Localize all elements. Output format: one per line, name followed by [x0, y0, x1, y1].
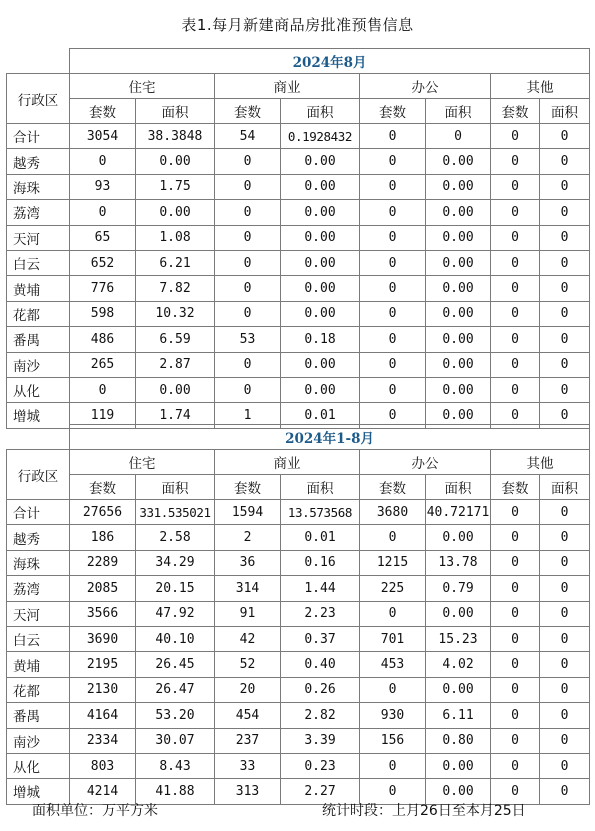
area-cell: 0.00 [426, 352, 491, 377]
area-cell: 0.1928432 [281, 124, 360, 149]
area-cell: 30.07 [136, 728, 215, 753]
area-cell: 0 [540, 174, 590, 199]
area-cell: 0 [540, 601, 590, 626]
count-cell: 0 [491, 576, 540, 601]
count-cell: 453 [360, 652, 426, 677]
count-cell: 0 [360, 753, 426, 778]
count-cell: 0 [491, 174, 540, 199]
table-row [7, 200, 590, 225]
district-name: 白云 [7, 626, 70, 651]
area-cell: 2.87 [136, 352, 215, 377]
table-row [7, 753, 590, 778]
count-cell: 0 [215, 174, 281, 199]
count-header: 套数 [215, 99, 281, 124]
area-cell: 0.00 [281, 276, 360, 301]
area-cell: 0.00 [281, 174, 360, 199]
district-name: 黄埔 [7, 276, 70, 301]
count-cell: 186 [70, 525, 136, 550]
count-cell: 0 [491, 301, 540, 326]
area-cell: 6.21 [136, 250, 215, 275]
count-cell: 65 [70, 225, 136, 250]
area-cell: 0.00 [136, 377, 215, 402]
count-cell: 0 [360, 276, 426, 301]
count-cell: 1215 [360, 550, 426, 575]
area-cell: 0 [540, 500, 590, 525]
area-cell: 0.00 [426, 525, 491, 550]
group-header: 商业 [215, 450, 360, 475]
area-cell: 0.00 [426, 779, 491, 804]
count-cell: 27656 [70, 500, 136, 525]
count-cell: 0 [360, 149, 426, 174]
count-header: 套数 [360, 475, 426, 500]
area-cell: 0.23 [281, 753, 360, 778]
count-cell: 0 [360, 301, 426, 326]
area-cell: 20.15 [136, 576, 215, 601]
district-name: 增城 [7, 779, 70, 804]
area-cell: 0.00 [426, 149, 491, 174]
area-cell: 0 [540, 525, 590, 550]
area-cell: 0 [540, 250, 590, 275]
count-cell: 0 [491, 377, 540, 402]
area-cell: 40.10 [136, 626, 215, 651]
area-cell: 1.75 [136, 174, 215, 199]
district-name: 黄埔 [7, 652, 70, 677]
area-cell: 41.88 [136, 779, 215, 804]
count-cell: 0 [215, 377, 281, 402]
count-cell: 0 [491, 200, 540, 225]
count-cell: 314 [215, 576, 281, 601]
area-cell: 10.32 [136, 301, 215, 326]
count-cell: 0 [360, 525, 426, 550]
count-header: 套数 [215, 475, 281, 500]
count-cell: 0 [360, 377, 426, 402]
count-cell: 3690 [70, 626, 136, 651]
area-header: 面积 [540, 99, 590, 124]
area-cell: 0.00 [136, 149, 215, 174]
area-cell: 0.00 [426, 250, 491, 275]
area-cell: 1.74 [136, 403, 215, 428]
group-header: 住宅 [70, 450, 215, 475]
district-header: 行政区 [7, 74, 70, 124]
count-cell: 3054 [70, 124, 136, 149]
table-row [7, 301, 590, 326]
count-cell: 0 [491, 601, 540, 626]
district-name: 白云 [7, 250, 70, 275]
sub-header-row [7, 475, 590, 500]
count-cell: 265 [70, 352, 136, 377]
area-cell: 47.92 [136, 601, 215, 626]
count-header: 套数 [491, 99, 540, 124]
area-cell: 0.01 [281, 525, 360, 550]
district-name: 越秀 [7, 525, 70, 550]
count-cell: 33 [215, 753, 281, 778]
area-cell: 0 [540, 276, 590, 301]
count-cell: 1 [215, 403, 281, 428]
district-name: 南沙 [7, 728, 70, 753]
area-cell: 0.00 [426, 601, 491, 626]
count-cell: 0 [491, 525, 540, 550]
table-ytd [6, 424, 590, 805]
area-cell: 0 [426, 124, 491, 149]
group-header: 其他 [491, 450, 590, 475]
sub-header-row [7, 99, 590, 124]
count-cell: 0 [215, 200, 281, 225]
area-cell: 53.20 [136, 703, 215, 728]
count-cell: 0 [215, 250, 281, 275]
count-cell: 313 [215, 779, 281, 804]
area-cell: 0.00 [426, 276, 491, 301]
count-cell: 0 [491, 352, 540, 377]
count-cell: 0 [215, 352, 281, 377]
group-header: 办公 [360, 450, 491, 475]
district-name: 合计 [7, 124, 70, 149]
count-cell: 2 [215, 525, 281, 550]
area-cell: 0.16 [281, 550, 360, 575]
area-cell: 0 [540, 550, 590, 575]
count-cell: 454 [215, 703, 281, 728]
count-cell: 776 [70, 276, 136, 301]
area-cell: 0.00 [281, 301, 360, 326]
group-header: 住宅 [70, 74, 215, 99]
area-cell: 26.47 [136, 677, 215, 702]
area-cell: 0 [540, 677, 590, 702]
area-cell: 2.23 [281, 601, 360, 626]
count-cell: 0 [360, 250, 426, 275]
count-cell: 0 [491, 550, 540, 575]
area-header: 面积 [281, 475, 360, 500]
count-cell: 93 [70, 174, 136, 199]
area-cell: 0 [540, 352, 590, 377]
count-header: 套数 [70, 475, 136, 500]
count-cell: 598 [70, 301, 136, 326]
count-cell: 0 [360, 677, 426, 702]
area-cell: 0 [540, 327, 590, 352]
area-cell: 0.00 [281, 250, 360, 275]
district-name: 天河 [7, 601, 70, 626]
area-cell: 331.535021 [136, 500, 215, 525]
count-cell: 0 [215, 225, 281, 250]
table-row [7, 703, 590, 728]
count-cell: 53 [215, 327, 281, 352]
count-cell: 0 [360, 327, 426, 352]
area-cell: 2.82 [281, 703, 360, 728]
area-cell: 6.59 [136, 327, 215, 352]
area-cell: 0.40 [281, 652, 360, 677]
table-row [7, 525, 590, 550]
area-cell: 0 [540, 301, 590, 326]
district-name: 番禺 [7, 327, 70, 352]
count-cell: 930 [360, 703, 426, 728]
table-row [7, 677, 590, 702]
area-cell: 0 [540, 225, 590, 250]
count-cell: 3680 [360, 500, 426, 525]
area-cell: 13.573568 [281, 500, 360, 525]
count-header: 套数 [491, 475, 540, 500]
count-header: 套数 [70, 99, 136, 124]
area-cell: 0.00 [281, 149, 360, 174]
page-title: 表1.每月新建商品房批准预售信息 [181, 16, 414, 34]
period-row [7, 49, 590, 74]
area-cell: 40.72171 [426, 500, 491, 525]
table-row [7, 250, 590, 275]
count-cell: 0 [491, 250, 540, 275]
count-cell: 0 [491, 403, 540, 428]
area-cell: 0.00 [281, 200, 360, 225]
area-cell: 0.00 [426, 225, 491, 250]
area-cell: 0.00 [426, 200, 491, 225]
area-cell: 1.08 [136, 225, 215, 250]
area-cell: 0.00 [426, 174, 491, 199]
area-cell: 0.00 [426, 377, 491, 402]
district-name: 南沙 [7, 352, 70, 377]
area-header: 面积 [426, 99, 491, 124]
count-cell: 0 [491, 327, 540, 352]
count-cell: 0 [215, 276, 281, 301]
count-cell: 1594 [215, 500, 281, 525]
count-cell: 0 [360, 779, 426, 804]
count-cell: 36 [215, 550, 281, 575]
district-name: 合计 [7, 500, 70, 525]
count-cell: 54 [215, 124, 281, 149]
table-row [7, 550, 590, 575]
count-cell: 20 [215, 677, 281, 702]
table-row [7, 728, 590, 753]
count-cell: 0 [491, 728, 540, 753]
count-header: 套数 [360, 99, 426, 124]
area-header: 面积 [426, 475, 491, 500]
count-cell: 2085 [70, 576, 136, 601]
count-cell: 0 [70, 149, 136, 174]
count-cell: 701 [360, 626, 426, 651]
group-header: 办公 [360, 74, 491, 99]
district-name: 海珠 [7, 174, 70, 199]
period-title: 2024年8月 [70, 49, 590, 74]
count-cell: 0 [70, 200, 136, 225]
district-name: 增城 [7, 403, 70, 428]
table-august [6, 48, 590, 429]
corner-cell [7, 49, 70, 74]
table-row [7, 652, 590, 677]
count-cell: 2195 [70, 652, 136, 677]
area-cell: 0.80 [426, 728, 491, 753]
area-cell: 38.3848 [136, 124, 215, 149]
table-row [7, 276, 590, 301]
count-cell: 0 [491, 225, 540, 250]
area-cell: 1.44 [281, 576, 360, 601]
area-cell: 7.82 [136, 276, 215, 301]
area-cell: 0.00 [426, 301, 491, 326]
count-cell: 2334 [70, 728, 136, 753]
district-name: 越秀 [7, 149, 70, 174]
table-row [7, 352, 590, 377]
area-cell: 0.01 [281, 403, 360, 428]
table-row [7, 124, 590, 149]
table-row [7, 626, 590, 651]
area-header: 面积 [540, 475, 590, 500]
area-header: 面积 [281, 99, 360, 124]
count-cell: 2130 [70, 677, 136, 702]
count-cell: 0 [215, 149, 281, 174]
district-name: 从化 [7, 377, 70, 402]
table-row [7, 174, 590, 199]
area-cell: 0.00 [426, 327, 491, 352]
count-cell: 803 [70, 753, 136, 778]
area-cell: 0.00 [426, 753, 491, 778]
district-name: 从化 [7, 753, 70, 778]
area-cell: 0 [540, 753, 590, 778]
table-row [7, 327, 590, 352]
count-cell: 237 [215, 728, 281, 753]
district-name: 花都 [7, 301, 70, 326]
count-cell: 0 [70, 377, 136, 402]
count-cell: 0 [491, 677, 540, 702]
area-cell: 0.00 [281, 225, 360, 250]
area-cell: 0 [540, 779, 590, 804]
area-cell: 0 [540, 703, 590, 728]
district-name: 花都 [7, 677, 70, 702]
count-cell: 0 [360, 352, 426, 377]
area-cell: 4.02 [426, 652, 491, 677]
group-header: 其他 [491, 74, 590, 99]
count-cell: 0 [360, 200, 426, 225]
count-cell: 4214 [70, 779, 136, 804]
table-row [7, 149, 590, 174]
count-cell: 0 [491, 500, 540, 525]
group-header-row [7, 74, 590, 99]
area-cell: 2.58 [136, 525, 215, 550]
count-cell: 0 [491, 626, 540, 651]
count-cell: 0 [491, 276, 540, 301]
district-name: 海珠 [7, 550, 70, 575]
area-cell: 0 [540, 728, 590, 753]
area-cell: 8.43 [136, 753, 215, 778]
count-cell: 4164 [70, 703, 136, 728]
count-cell: 225 [360, 576, 426, 601]
count-cell: 0 [491, 753, 540, 778]
corner-cell [7, 425, 70, 450]
count-cell: 119 [70, 403, 136, 428]
count-cell: 0 [215, 301, 281, 326]
area-cell: 0 [540, 377, 590, 402]
area-cell: 15.23 [426, 626, 491, 651]
district-name: 荔湾 [7, 576, 70, 601]
area-cell: 13.78 [426, 550, 491, 575]
count-cell: 0 [491, 652, 540, 677]
group-header-row [7, 450, 590, 475]
area-cell: 0 [540, 652, 590, 677]
area-cell: 34.29 [136, 550, 215, 575]
count-cell: 0 [360, 124, 426, 149]
count-cell: 486 [70, 327, 136, 352]
district-name: 天河 [7, 225, 70, 250]
count-cell: 42 [215, 626, 281, 651]
count-cell: 0 [491, 124, 540, 149]
area-cell: 0 [540, 576, 590, 601]
area-cell: 0 [540, 403, 590, 428]
group-header: 商业 [215, 74, 360, 99]
count-cell: 0 [360, 225, 426, 250]
area-cell: 0 [540, 626, 590, 651]
district-name: 荔湾 [7, 200, 70, 225]
period-note: 统计时段：上月26日至本月25日 [322, 803, 526, 819]
area-cell: 0.00 [426, 677, 491, 702]
area-cell: 0.00 [426, 403, 491, 428]
table-row [7, 576, 590, 601]
area-cell: 2.27 [281, 779, 360, 804]
table-row [7, 601, 590, 626]
count-cell: 0 [360, 403, 426, 428]
area-cell: 0.00 [281, 352, 360, 377]
count-cell: 91 [215, 601, 281, 626]
area-cell: 0.37 [281, 626, 360, 651]
count-cell: 0 [491, 779, 540, 804]
area-cell: 0 [540, 124, 590, 149]
area-cell: 0 [540, 149, 590, 174]
area-cell: 0.00 [281, 377, 360, 402]
count-cell: 3566 [70, 601, 136, 626]
area-cell: 0.00 [136, 200, 215, 225]
area-cell: 3.39 [281, 728, 360, 753]
count-cell: 652 [70, 250, 136, 275]
district-header: 行政区 [7, 450, 70, 500]
area-cell: 0.79 [426, 576, 491, 601]
area-cell: 0 [540, 200, 590, 225]
count-cell: 0 [360, 174, 426, 199]
table-row [7, 500, 590, 525]
period-row [7, 425, 590, 450]
count-cell: 0 [491, 149, 540, 174]
area-header: 面积 [136, 99, 215, 124]
table-row [7, 225, 590, 250]
area-cell: 0.26 [281, 677, 360, 702]
district-name: 番禺 [7, 703, 70, 728]
unit-note: 面积单位：万平方米 [32, 803, 158, 819]
table-row [7, 377, 590, 402]
count-cell: 0 [491, 703, 540, 728]
area-cell: 6.11 [426, 703, 491, 728]
count-cell: 52 [215, 652, 281, 677]
count-cell: 2289 [70, 550, 136, 575]
count-cell: 156 [360, 728, 426, 753]
area-header: 面积 [136, 475, 215, 500]
area-cell: 26.45 [136, 652, 215, 677]
period-title: 2024年1-8月 [70, 425, 590, 450]
area-cell: 0.18 [281, 327, 360, 352]
count-cell: 0 [360, 601, 426, 626]
